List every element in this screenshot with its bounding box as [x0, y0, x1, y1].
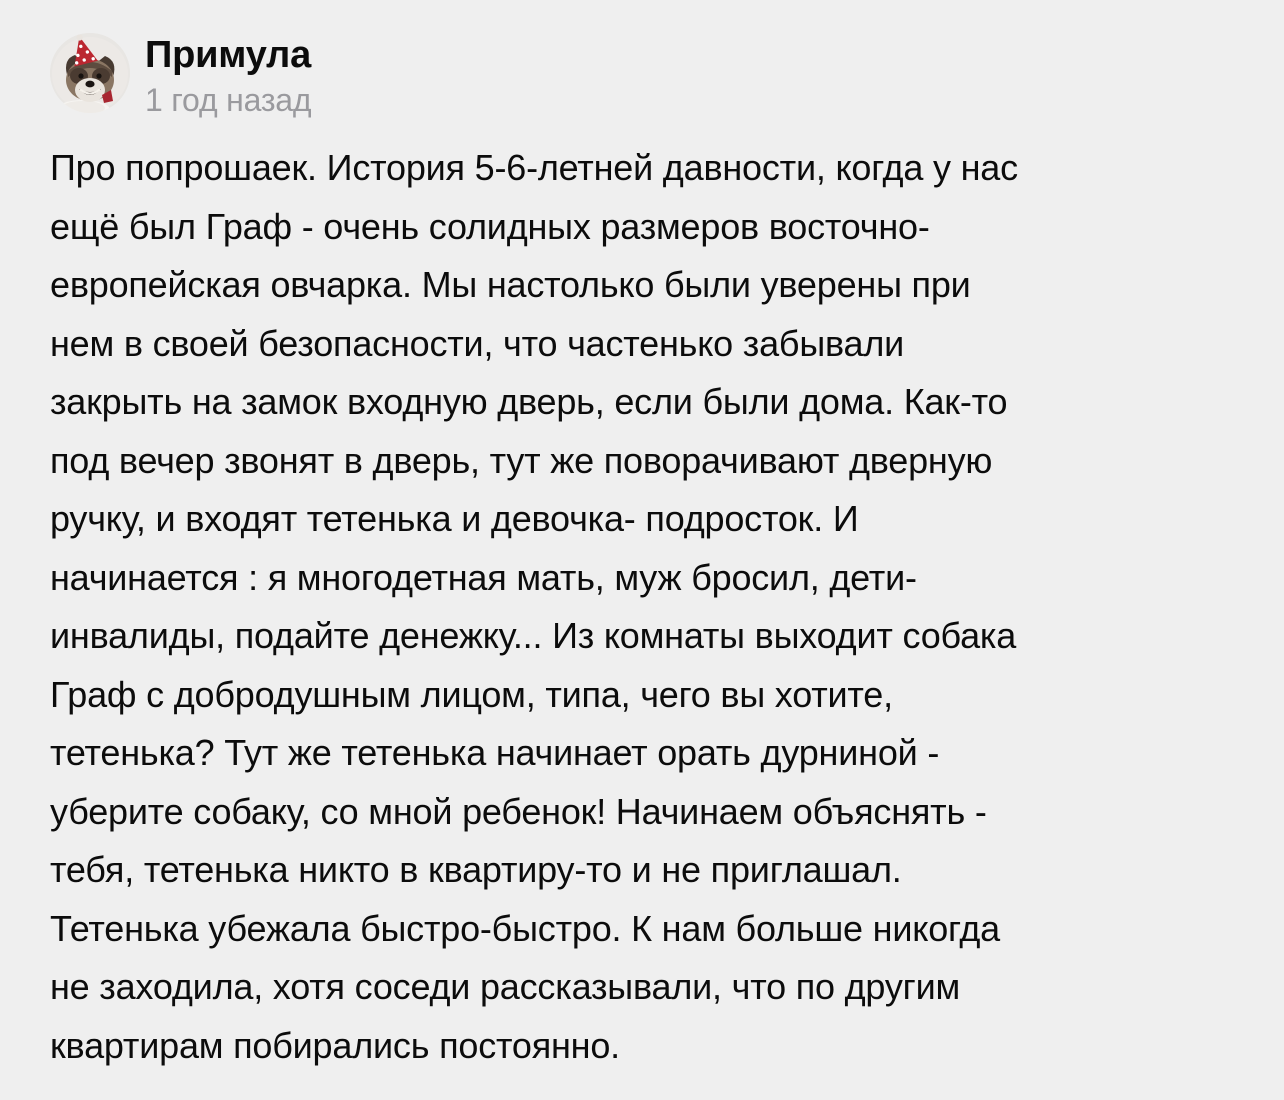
text-line: под вечер звонят в дверь, тут же поворачивают дверную [50, 439, 993, 481]
text-line: начинается : я многодетная мать, муж бросил, дети- [50, 556, 917, 598]
comment-meta [145, 33, 311, 118]
timestamp: 1 год назад [145, 82, 312, 118]
text-line: тетенька? Тут же тетенька начинает орать дурниной - [50, 732, 940, 773]
text-line: ручку, и входят тетенька и девочка- подросток. И [50, 498, 859, 539]
text-line: ещё был Граф - очень солидных размеров восточно- [50, 205, 930, 247]
avatar[interactable] [50, 33, 130, 113]
text-line: европейская овчарка. Мы настолько были уверены при [50, 264, 971, 305]
comment-text [50, 139, 1250, 1075]
author-name[interactable]: Примула [145, 34, 312, 76]
text-line: инвалиды, подайте денежку... Из комнаты выходит собака [50, 615, 1017, 656]
text-line: Про попрошаек. История 5-6-летней давности, когда у нас [50, 147, 1018, 188]
text-line: Граф с добродушным лицом, типа, чего вы хотите, [50, 673, 893, 715]
text-line: квартирам побирались постоянно. [50, 1024, 620, 1066]
text-line: не заходила, хотя соседи рассказывали, что по другим [50, 966, 961, 1007]
text-line: Тетенька убежала быстро-быстро. К нам больше никогда [50, 907, 1000, 949]
text-line: уберите собаку, со мной ребенок! Начинаем объяснять - [50, 790, 987, 832]
comment-header [50, 33, 311, 118]
text-line: нем в своей безопасности, что частенько забывали [50, 322, 905, 364]
text-line: закрыть на замок входную дверь, если были дома. Как-то [50, 381, 1008, 422]
text-line: тебя, тетенька никто в квартиру-то и не приглашал. [50, 849, 902, 890]
dog-with-party-hat-avatar-icon [50, 33, 130, 113]
